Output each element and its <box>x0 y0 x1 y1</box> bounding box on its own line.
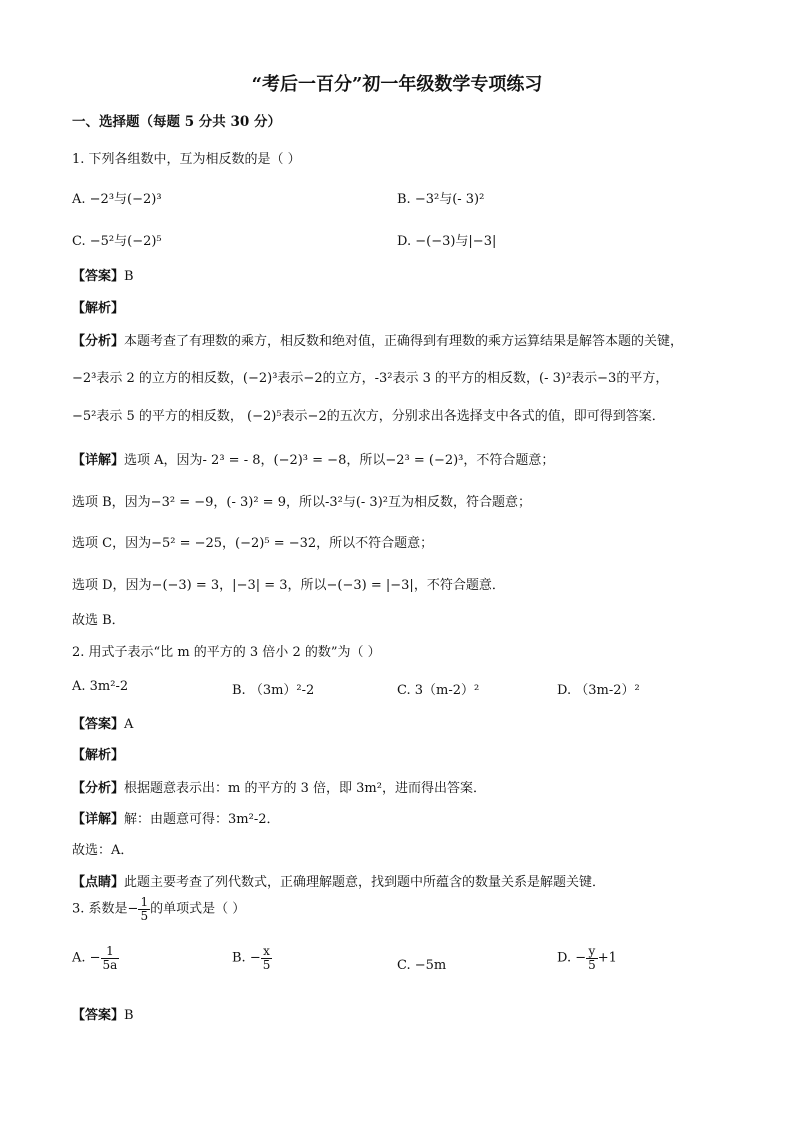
q3-option-c: C. −5m <box>397 958 447 973</box>
q3-option-d: D. − $\frac{y}{5}$ +1 <box>557 944 617 972</box>
question-2-stem: 2. 用式子表示“比 m 的平方的 3 倍小 2 的数”为（ ） <box>72 645 381 660</box>
q2-option-a: A. 3m²-2 <box>72 679 129 694</box>
q1-answer: B <box>124 269 134 284</box>
q3-option-a: A. − $\frac{1}{5a}$ <box>72 944 118 972</box>
question-1-stem: 1. 下列各组数中，互为相反数的是（ ） <box>72 152 301 167</box>
q2-comment: 【点睛】此题主要考查了列代数式，正确理解题意，找到题中所蕴含的数量关系是解题关键． <box>72 875 606 890</box>
q1-answer-row <box>72 265 134 284</box>
q1-detail-4: 选项 D，因为−(−3) = 3，|−3| = 3，所以−(−3) = |−3|，不符合题意． <box>72 578 505 593</box>
q1-detail-2: 选项 B，因为−3² = −9，(- 3)² = 9，所以-3²与(- 3)²互为相反数，符合题意； <box>72 495 531 510</box>
q2-answer: A <box>124 717 134 732</box>
q1-fenxi-1: 【分析】本题考查了有理数的乘方，相反数和绝对值，正确得到有理数的乘方运算结果是解答本题的关键， <box>72 334 684 349</box>
q2-choose: 故选：A． <box>72 843 134 858</box>
q1-option-b: B. −3²与(- 3)² <box>397 192 485 207</box>
q1-option-d: D. −(−3)与|−3| <box>397 234 497 249</box>
q1-option-c: C. −5²与(−2)⁵ <box>72 234 162 249</box>
page-title: “考后一百分”初一年级数学专项练习 <box>251 74 543 95</box>
q2-detail: 【详解】解：由题意可得：3m²-2． <box>72 812 280 827</box>
answer-tag: 【答案】 <box>72 269 125 284</box>
q2-answer-row: 【答案】A <box>72 717 134 732</box>
q1-detail-3: 选项 C，因为−5² = −25，(−2)⁵ = −32，所以不符合题意； <box>72 536 434 551</box>
q1-choose: 故选 B． <box>72 613 125 628</box>
question-3-stem: 3. 系数是− $\frac{1}{5}$ 的单项式是（ ） <box>72 895 246 923</box>
q1-fenxi-3: −5²表示 5 的平方的相反数， (−2)⁵表示−2的五次方，分别求出各选择支中各式的值，即可得到答案． <box>72 409 665 424</box>
q1-detail-1: 【详解】选项 A，因为- 2³ = - 8，(−2)³ = −8，所以−2³ = (−2)³，不符合题意； <box>72 453 555 468</box>
q3-answer-row: 【答案】B <box>72 1008 134 1023</box>
q2-fenxi: 【分析】根据题意表示出：m 的平方的 3 倍，即 3m²，进而得出答案． <box>72 781 486 796</box>
q3-option-b: B. − $\frac{x}{5}$ <box>232 944 271 972</box>
q1-option-a: A. −2³与(−2)³ <box>72 192 162 207</box>
q1-fenxi-2: −2³表示 2 的立方的相反数，(−2)³表示−2的立方，-3²表示 3 的平方的相反数，(- 3)²表示−3的平方， <box>72 371 669 386</box>
section-heading: 一、选择题（每题 5 分共 30 分） <box>72 114 281 130</box>
q2-option-c: C. 3（m-2）² <box>397 683 480 698</box>
q1-analysis-tag: 【解析】 <box>72 301 125 316</box>
fraction: $\frac{1}{5}$ <box>140 895 149 923</box>
q3-answer: B <box>124 1008 134 1023</box>
q2-option-d: D. （3m-2）² <box>557 683 640 698</box>
q2-option-b: B. （3m）²-2 <box>232 683 315 698</box>
q2-analysis-tag: 【解析】 <box>72 748 125 763</box>
